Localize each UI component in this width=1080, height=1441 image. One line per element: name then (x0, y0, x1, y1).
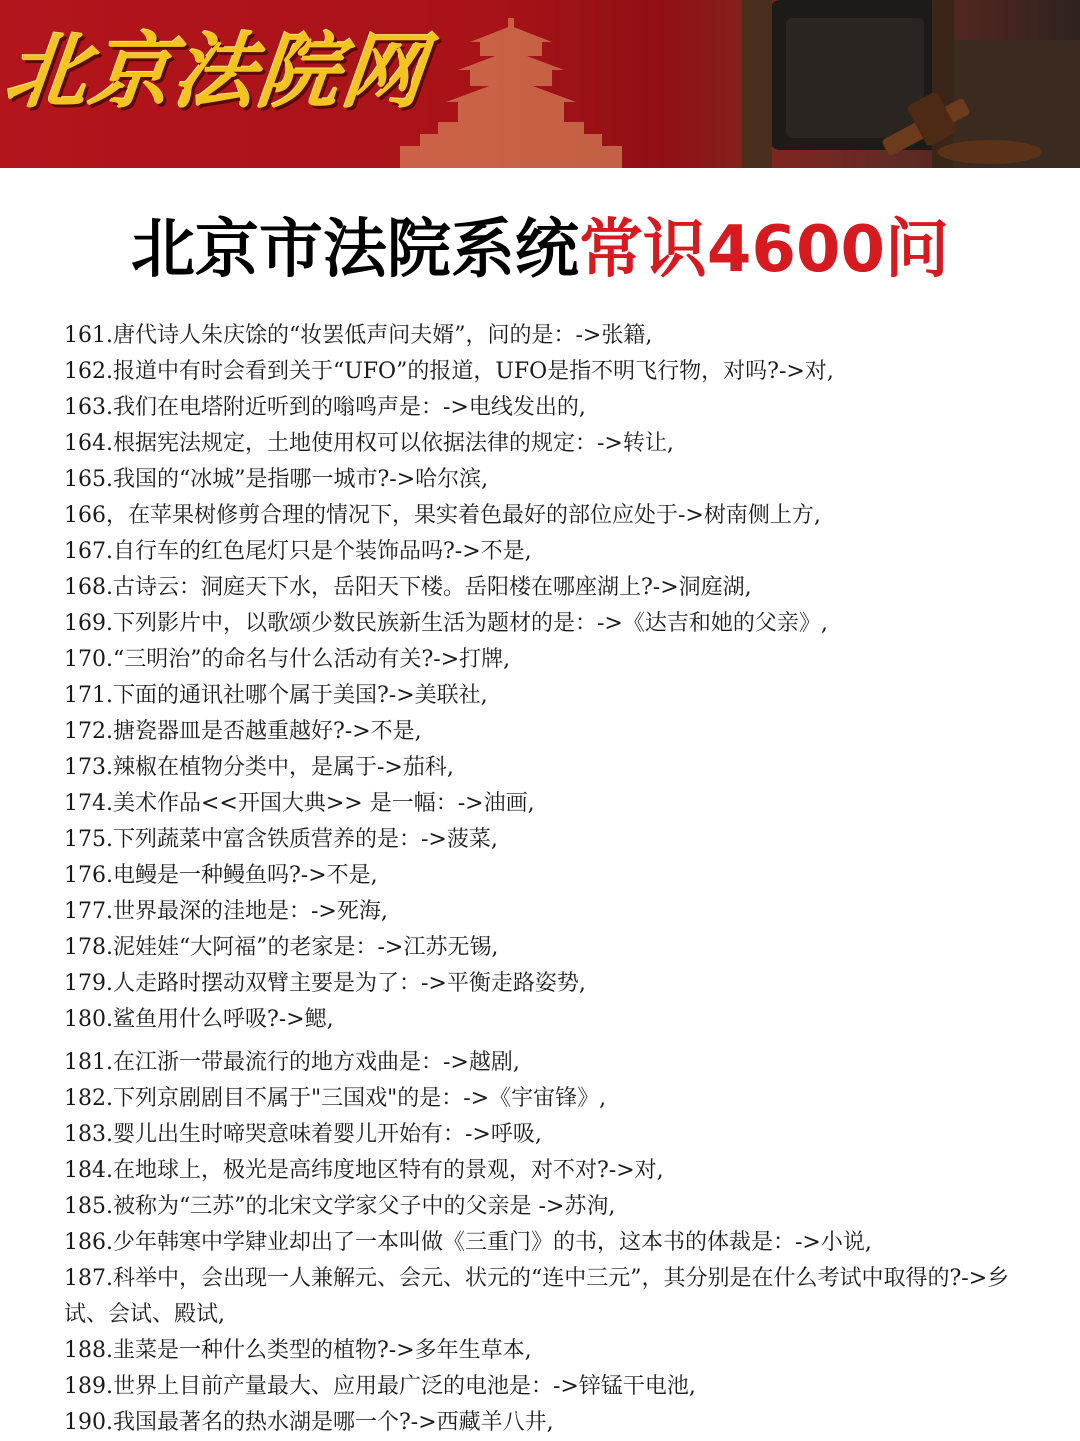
qa-item-173: 173.辣椒在植物分类中，是属于->茄科, (64, 755, 454, 780)
qa-item-184: 184.在地球上，极光是高纬度地区特有的景观，对不对?->对, (64, 1158, 664, 1183)
qa-item-183: 183.婴儿出生时啼哭意味着婴儿开始有：->呼吸, (64, 1122, 542, 1147)
qa-list (64, 318, 1034, 1441)
title-main: 北京市法院系统 (130, 213, 579, 287)
qa-item-179: 179.人走路时摆动双臂主要是为了：->平衡走路姿势, (64, 971, 586, 996)
qa-item-166: 166，在苹果树修剪合理的情况下，果实着色最好的部位应处于->树南侧上方, (64, 503, 821, 528)
qa-item-165: 165.我国的“冰城”是指哪一城市?->哈尔滨, (64, 467, 489, 492)
title-highlight: 常识4600问 (578, 213, 950, 287)
qa-item-161: 161.唐代诗人朱庆馀的“妆罢低声问夫婿”，问的是：->张籍, (64, 323, 653, 348)
qa-item-186: 186.少年韩寒中学肄业却出了一本叫做《三重门》的书，这本书的体裁是：->小说, (64, 1230, 872, 1255)
qa-item-188: 188.韭菜是一种什么类型的植物?->多年生草本, (64, 1338, 532, 1363)
qa-item-168: 168.古诗云：洞庭天下水，岳阳天下楼。岳阳楼在哪座湖上?->洞庭湖, (64, 575, 752, 600)
qa-item-189: 189.世界上目前产量最大、应用最广泛的电池是：->锌锰干电池, (64, 1374, 696, 1399)
qa-item-185: 185.被称为“三苏”的北宋文学家父子中的父亲是 ->苏洵, (64, 1194, 616, 1219)
qa-item-164: 164.根据宪法规定，土地使用权可以依据法律的规定：->转让, (64, 431, 674, 456)
qa-item-170: 170.“三明治”的命名与什么活动有关?->打牌, (64, 647, 511, 672)
qa-item-175: 175.下列蔬菜中富含铁质营养的是：->菠菜, (64, 827, 498, 852)
qa-item-178: 178.泥娃娃“大阿福”的老家是：->江苏无锡, (64, 935, 499, 960)
qa-item-180: 180.鲨鱼用什么呼吸?->鳃, (64, 1007, 334, 1032)
temple-icon (400, 18, 622, 168)
qa-item-172: 172.搪瓷器皿是否越重越好?->不是, (64, 719, 422, 744)
site-logo[interactable]: 北京法院网 (0, 24, 432, 120)
qa-item-187: 187.科举中，会出现一人兼解元、会元、状元的“连中三元”，其分别是在什么考试中取得的?->乡试、会试、殿试, (64, 1266, 1010, 1327)
qa-item-181: 181.在江浙一带最流行的地方戏曲是：->越剧, (64, 1050, 520, 1075)
qa-item-190: 190.我国最著名的热水湖是哪一个?->西藏羊八井, (64, 1410, 554, 1435)
qa-item-174: 174.美术作品<<开国大典>> 是一幅：->油画, (64, 791, 535, 816)
qa-item-162: 162.报道中有时会看到关于“UFO”的报道，UFO是指不明飞行物，对吗?->对, (64, 359, 834, 384)
page-title (0, 208, 1080, 292)
header-banner (0, 0, 1080, 168)
qa-item-167: 167.自行车的红色尾灯只是个装饰品吗?->不是, (64, 539, 532, 564)
qa-item-169: 169.下列影片中，以歌颂少数民族新生活为题材的是：->《达吉和她的父亲》, (64, 611, 828, 636)
qa-item-182: 182.下列京剧剧目不属于"三国戏"的是：->《宇宙锋》, (64, 1086, 607, 1111)
qa-item-176: 176.电鳗是一种鳗鱼吗?->不是, (64, 863, 378, 888)
qa-item-171: 171.下面的通讯社哪个属于美国?->美联社, (64, 683, 488, 708)
qa-item-163: 163.我们在电塔附近听到的嗡鸣声是：->电线发出的, (64, 395, 586, 420)
qa-item-177: 177.世界最深的洼地是：->死海, (64, 899, 388, 924)
